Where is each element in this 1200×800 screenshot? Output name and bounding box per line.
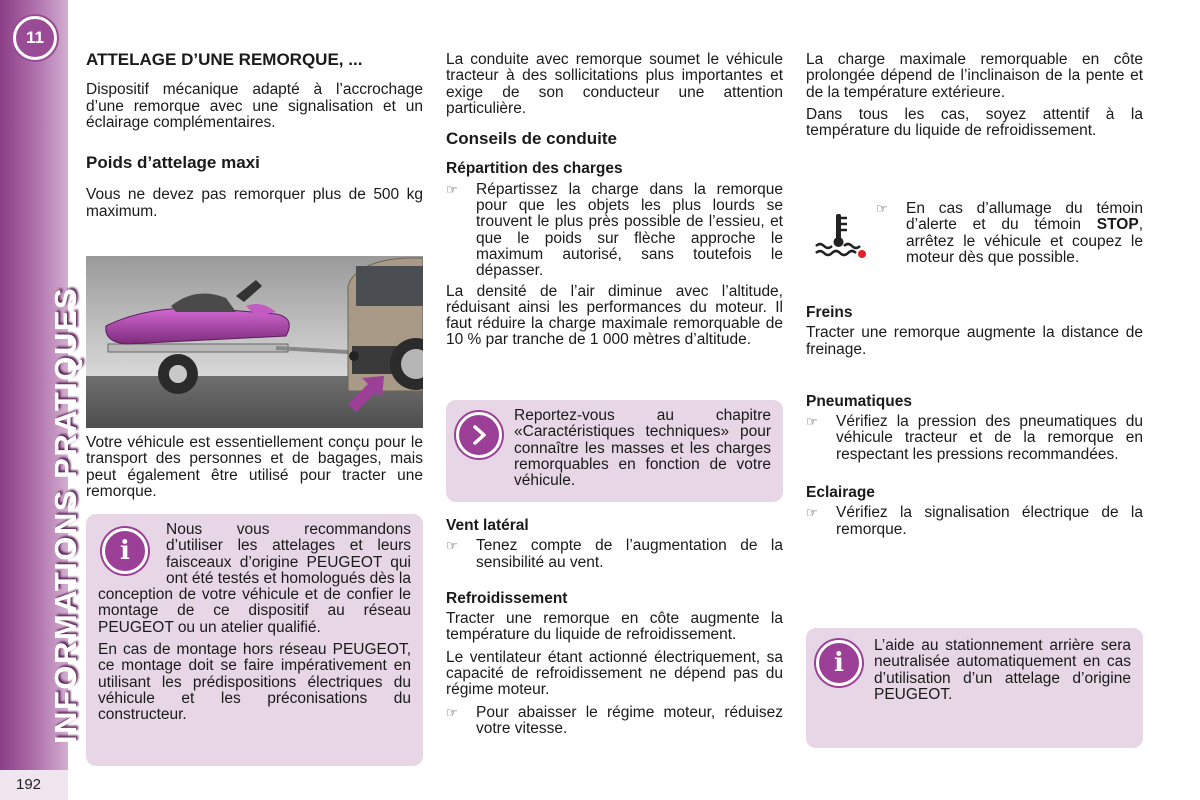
repartition-heading: Répartition des charges [446,160,623,178]
eclairage-heading: Eclairage [806,484,875,502]
pointing-hand-icon: ☞ [806,505,818,521]
column-3 [806,52,1143,145]
temoin-text-end: , arrêtez le véhicule et coupez le moteur dès que possible. [906,216,1143,266]
pointing-hand-icon: ☞ [446,181,458,197]
chevron-right-icon [456,412,502,458]
refroidissement-paragraph-1: Tracter une remorque en côte augmente la température du liquide de refroidissement. [446,610,783,644]
towing-intro: La conduite avec remorque soumet le véhicule tracteur à des sollicitations plus importantes et exige de son conducteur une attention particulière. [446,51,783,117]
recommendation-info-box [86,514,423,766]
pointing-hand-icon: ☞ [876,201,888,216]
refroidissement-bullet: ☞ Pour abaisser le régime moteur, réduisez votre vitesse. [446,703,783,737]
repartition-bullet: ☞ Répartissez la charge dans la remorque pour que les objets les plus lourds se trouvent le plus près possible de l’essieu, et que le poids sur flèche approche le maximum autorisé, sans toutefois le dépasser. [446,180,783,280]
freins-text: Tracter une remorque augmente la distance de freinage. [806,324,1143,358]
pointing-hand-icon: ☞ [446,704,458,720]
vehicle-text: Votre véhicule est essentiellement conçu pour le transport des personnes et de bagages, mais peut également être utilisé pour tracter une remorque. [86,434,423,500]
pointing-hand-icon: ☞ [446,538,458,554]
section-title: INFORMATIONS PRATIQUES [48,286,83,744]
page-number: 192 [0,770,68,800]
column-2 [446,52,783,355]
conseils-heading: Conseils de conduite [446,129,617,149]
poids-text: Vous ne devez pas remorquer plus de 500 kg maximum. [86,186,423,220]
temperature-attention-text: Dans tous les cas, soyez attentif à la température du liquide de refroidissement. [806,105,1143,140]
vent-bullet: ☞ Tenez compte de l’augmentation de la sensibilité au vent. [446,537,783,571]
column-1 [86,52,423,226]
temoin-text-start: En cas d’allumage du témoin d’alerte et du témoin [906,200,1143,234]
reportez-text: Reportez-vous au chapitre «Caractéristiques techniques» pour connaître les masses et les charges remorquables en fonction de votre véhicule. [514,407,771,490]
eclairage-bullet: ☞ Vérifiez la signalisation électrique de la remorque. [806,504,1143,538]
towing-illustration [86,256,423,428]
stop-label: STOP [1096,216,1139,234]
column-3-lower [806,305,1143,542]
charge-pente-text: La charge maximale remorquable en côte prolongée dépend de l’inclinaison de la pente et de la température extérieure. [806,51,1143,101]
temoin-bullet-block [876,201,1143,270]
aide-stationnement-text: L’aide au stationnement arrière sera neutralisée automatiquement en cas d’utilisation d’un attelage d’origine PEUGEOT. [874,637,1131,703]
column-2-lower [446,518,783,741]
info-box-paragraph-2: En cas de montage hors réseau PEUGEOT, ce montage doit se faire impérativement en utilisant les prédispositions électriques du véhicule et les préconisations du constructeur. [98,641,411,724]
refroidissement-paragraph-2: Le ventilateur étant actionné électriquement, sa capacité de refroidissement ne dépend pas du régime moteur. [446,648,783,699]
pneumatiques-heading: Pneumatiques [806,392,912,410]
chapter-badge: 11 [13,16,57,60]
reportez-box [446,400,783,502]
vent-heading: Vent latéral [446,517,529,534]
info-box-paragraph-1: Nous vous recommandons d’utiliser les attelages et leurs faisceaux d’origine PEUGEOT qui ont été testés et homologués dès la conception de votre véhicule et de confier le montage de ce dispositif au réseau PEUGEOT ou un atelier qualifié. [98,521,411,636]
page-heading: ATTELAGE D’UNE REMORQUE, ... [86,50,363,69]
refroidissement-heading: Refroidissement [446,589,568,607]
column-1-lower [86,435,423,506]
temoin-bullet [876,201,1143,266]
info-icon: i [816,640,862,686]
poids-heading: Poids d’attelage maxi [86,153,260,173]
densite-text: La densité de l’air diminue avec l’altitude, réduisant ainsi les performances du moteur. Il faut réduire la charge maximale remorquable de 10 % par tranche de 1 000 mètres d’altitude. [446,282,783,349]
pneumatiques-bullet: ☞ Vérifiez la pression des pneumatiques du véhicule tracteur et de la remorque en respectant les pressions recommandées. [806,413,1143,463]
aide-stationnement-box [806,628,1143,748]
coolant-temperature-warning-icon [812,210,872,260]
pointing-hand-icon: ☞ [806,414,818,430]
intro-paragraph: Dispositif mécanique adapté à l’accrochage d’une remorque avec une signalisation et un éclairage complémentaires. [86,81,423,131]
freins-heading: Freins [806,304,853,321]
info-icon: i [102,528,148,574]
